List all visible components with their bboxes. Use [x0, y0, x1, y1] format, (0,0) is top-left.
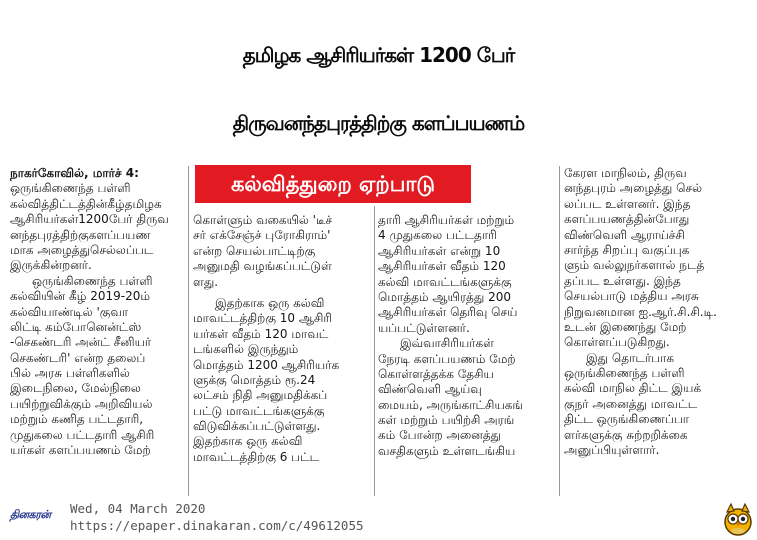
text-line: என்ற செயல்பாட்டிற்கு	[193, 243, 316, 258]
text-line: ஆசிரியர்கள் தெரிவு செய்	[378, 305, 518, 320]
subheading-banner: கல்வித்துறை ஏற்பாடு	[195, 165, 471, 203]
text-line: நிறுவனமான ஐ.ஆர்.சி.சி.டி.	[564, 304, 717, 319]
text-line: ஆசிரியர்கள் என்று 10	[378, 243, 501, 258]
text-line: சார்ந்த சிறப்பு வகுப்புக	[564, 242, 690, 257]
text-line: ளும் வல்லுநர்களால் நடத்	[564, 258, 705, 273]
text-line: ளுக்கு மொத்தம் ரூ.24	[193, 372, 316, 387]
text-line: லிட்டி கம்போனென்ட்ஸ்	[10, 319, 142, 334]
text-line: கள் மற்றும் பயிற்சி அரங்	[378, 413, 515, 428]
text-line: ஒருங்கிணைந்த பள்ளி	[564, 366, 685, 381]
text-line: கல்வியாண்டில் 'குவா	[10, 304, 129, 319]
text-line: மொத்தம் ஆயிரத்து 200	[378, 289, 512, 304]
text-line: கம் போன்ற அனைத்து	[378, 428, 502, 443]
column-divider	[374, 206, 375, 496]
text-line: மாக அழைத்துசெல்லப்பட	[10, 242, 154, 257]
headline-line-2: திருவனந்தபுரத்திற்கு களப்பயணம்	[232, 111, 525, 135]
text-line: பட்டு மாவட்டங்களுக்கு	[193, 403, 325, 418]
dateline: நாகர்கோவில், மார்ச் 4:	[10, 166, 139, 180]
text-line: மாவட்டத்திற்கு 10 ஆசிரி	[193, 311, 333, 326]
text-line: விண்வெளி ஆய்வு	[378, 382, 482, 397]
headline-line-1: தமிழக ஆசிரியர்கள் 1200 பேர்	[242, 43, 515, 67]
text-line: னந்தபுரத்திற்குகளப்பயண	[10, 227, 151, 242]
text-line: திட்ட ஒருங்கிணைப்பா	[564, 412, 690, 427]
text-line: நேரடி களப்பயணம் மேற்	[378, 351, 516, 366]
text-line: இவ்வாசிரியர்கள்	[400, 336, 495, 351]
text-line: சர் எக்சேஞ்ச் புரோகிராம்'	[193, 228, 331, 243]
text-line: இருக்கின்றனர்.	[10, 258, 92, 273]
text-line: கொள்ளத்தக்க தேசிய	[378, 366, 494, 381]
text-line: பயிற்றுவிக்கும் அறிவியல்	[10, 396, 153, 411]
text-line: விண்வெளி ஆராய்ச்சி	[564, 227, 685, 242]
text-line: பில் அரசு பள்ளிகளில்	[10, 366, 130, 381]
text-line: யர்கள் களப்பயணம் மேற்	[10, 443, 151, 458]
text-line: கல்வி மாவட்டங்களுக்கு	[378, 274, 512, 289]
article-column-4	[564, 166, 750, 458]
text-line: மற்றும் கணித பட்டதாரி,	[10, 412, 144, 427]
text-line: அனுமதி வழங்கப்பட்டுள்	[193, 259, 332, 274]
text-line: யப்பட்டுள்ளனர்.	[378, 320, 470, 335]
text-line: ஒருங்கிணைந்த பள்ளி	[32, 273, 153, 288]
text-line: ஒருங்கிணைந்த பள்ளி	[10, 181, 131, 196]
text-line: உடன் இணைந்து மேற்	[564, 319, 687, 334]
text-line: யர்கள் வீதம் 120 மாவட்	[193, 326, 329, 341]
owl-mascot-icon	[722, 502, 754, 536]
column-divider	[188, 166, 189, 496]
text-line: ஆசிரியர்கள்1200பேர் திருவ	[10, 212, 169, 227]
article-column-1	[10, 166, 188, 458]
text-line: இதற்காக ஒரு கல்வி	[215, 295, 325, 310]
article-column-2	[193, 213, 373, 465]
text-line: மொத்தம் 1200 ஆசிரியர்க	[193, 357, 340, 372]
text-line: இது தொடர்பாக	[586, 350, 675, 365]
text-line: கேரள மாநிலம், திருவ	[564, 166, 687, 180]
text-line: இடைநிலை, மேல்நிலை	[10, 381, 141, 396]
article-column-3	[378, 213, 558, 459]
text-line: இதற்காக ஒரு கல்வி	[193, 434, 303, 449]
text-line: -செகண்டரி அன்ட் சீனியர்	[10, 335, 152, 350]
text-line: தாரி ஆசிரியர்கள் மற்றும்	[378, 213, 515, 227]
text-line: ஆசிரியர்கள் வீதம் 120	[378, 259, 506, 274]
text-line: லப்பட உள்ளனர். இந்த	[564, 196, 691, 211]
text-line: கல்வி மாநில திட்ட இயக்	[564, 381, 702, 396]
text-line: னந்தபுரம் அழைத்து செல்	[564, 181, 703, 196]
text-line: வசதிகளும் உள்ளடங்கிய	[378, 443, 516, 458]
text-line: கொள்ளும் வகையில் 'டீச்	[193, 213, 333, 227]
text-line: அனுப்பியுள்ளார்.	[564, 443, 660, 458]
text-line: மையம், அருங்காட்சியகங்	[378, 397, 523, 412]
text-line: லட்சம் நிதி அனுமதிக்கப்	[193, 388, 328, 403]
text-line: தப்பட உள்ளது. இந்த	[564, 273, 681, 288]
text-line: குநர் அனைத்து மாவட்ட	[564, 396, 698, 411]
text-line: கல்வித்திட்டத்தின்கீழ்தமிழக	[10, 196, 162, 211]
text-line: ளது.	[193, 274, 219, 289]
text-line: செகண்டரி' என்ற தலைப்	[10, 350, 146, 365]
text-line: 4 முதுகலை பட்டதாரி	[378, 228, 497, 243]
text-line: டங்களில் இருந்தும்	[193, 342, 299, 357]
text-line: கொள்ளப்படுகிறது.	[564, 335, 670, 350]
text-line: விடுவிக்கப்பட்டுள்ளது.	[193, 419, 321, 434]
text-line: செயல்பாடு மத்திய அரசு	[564, 289, 699, 304]
publication-date: Wed, 04 March 2020	[70, 501, 206, 516]
text-line: மாவட்டத்திற்கு 6 பட்ட	[193, 449, 320, 464]
text-line: ளர்களுக்கு சுற்றறிக்கை	[564, 427, 688, 442]
text-line: கல்வியின் கீழ் 2019-20ம்	[10, 289, 150, 304]
text-line: களப்பயணத்தின்போது	[564, 212, 690, 227]
dinakaran-logo: தினகரன்	[10, 508, 51, 521]
source-url[interactable]: https://epaper.dinakaran.com/c/49612055	[70, 518, 364, 533]
column-divider	[559, 166, 560, 496]
text-line: முதுகலை பட்டதாரி ஆசிரி	[10, 427, 155, 442]
